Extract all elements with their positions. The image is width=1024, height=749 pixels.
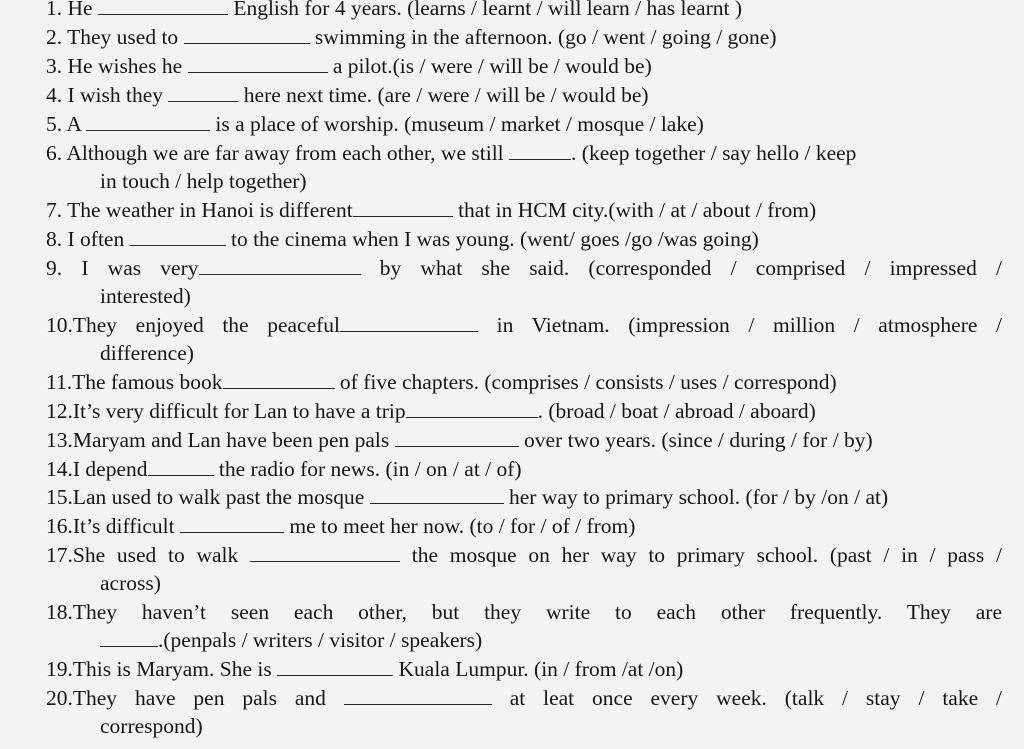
question-6 — [46, 139, 1002, 167]
q17-text-after: the mosque on her way to primary school. (past / in / pass / — [400, 543, 1002, 567]
q12-blank[interactable] — [406, 399, 538, 418]
question-1 — [46, 0, 1002, 22]
q11-blank[interactable] — [223, 370, 335, 389]
q16-blank[interactable] — [180, 514, 284, 533]
q7-text-before: 7. The weather in Hanoi is different — [46, 198, 353, 222]
question-4 — [46, 81, 1002, 109]
q8-blank[interactable] — [130, 227, 226, 246]
q13-text-after: over two years. (since / during / for / by) — [518, 428, 873, 452]
q15-text-before: 15.Lan used to walk past the mosque — [46, 485, 370, 509]
q17-text-before: 17.She used to walk — [46, 543, 250, 567]
q11-text-before: 11.The famous book — [46, 370, 223, 394]
q9-text-before: 9. I was very — [46, 256, 199, 280]
q4-blank[interactable] — [168, 83, 238, 102]
q4-text-after: here next time. (are / were / will be / would be) — [238, 83, 649, 107]
q19-text-before: 19.This is Maryam. She is — [46, 657, 278, 681]
question-7 — [46, 196, 1002, 224]
question-20 — [46, 684, 1002, 712]
question-18: 18.They haven’t seen each other, but they write to each other frequently. They are — [46, 600, 1002, 624]
question-12 — [46, 397, 1002, 425]
question-3 — [46, 52, 1002, 80]
q6-blank[interactable] — [509, 141, 571, 160]
q14-text-after: the radio for news. (in / on / at / of) — [213, 457, 522, 481]
question-9 — [46, 254, 1002, 282]
q5-text-before: 5. A — [46, 112, 87, 136]
q2-text-after: swimming in the afternoon. (go / went / going / gone) — [309, 25, 777, 49]
question-17 — [46, 541, 1002, 569]
q8-text-before: 8. I often — [46, 227, 130, 251]
q7-blank[interactable] — [353, 198, 453, 217]
q12-text-before: 12.It’s very difficult for Lan to have a trip — [46, 399, 406, 423]
q3-text-after: a pilot.(is / were / will be / would be) — [327, 54, 652, 78]
q2-blank[interactable] — [184, 25, 310, 44]
question-10 — [46, 311, 1002, 339]
q14-blank[interactable] — [148, 457, 214, 476]
q2-text-before: 2. They used to — [46, 25, 184, 49]
q5-blank[interactable] — [86, 112, 210, 131]
q11-text-after: of five chapters. (comprises / consists / uses / correspond) — [334, 370, 837, 394]
q18-text-after: .(penpals / writers / visitor / speakers) — [158, 628, 483, 652]
q9-text-after: by what she said. (corresponded / comprised / impressed / — [360, 256, 1002, 280]
q1-blank[interactable] — [98, 0, 228, 15]
q20-blank[interactable] — [344, 686, 492, 705]
q6-text-before: 6. Although we are far away from each other, we still — [46, 141, 510, 165]
q13-text-before: 13.Maryam and Lan have been pen pals — [46, 428, 395, 452]
q17-blank[interactable] — [250, 543, 400, 562]
question-15 — [46, 483, 1002, 511]
q15-text-after: her way to primary school. (for / by /on / at) — [503, 485, 889, 509]
question-14 — [46, 455, 1002, 483]
question-16 — [46, 512, 1002, 540]
q1-text-before: 1. He — [46, 0, 98, 20]
q7-text-after: that in HCM city.(with / at / about / from) — [452, 198, 817, 222]
question-8 — [46, 225, 1002, 253]
q8-text-after: to the cinema when I was young. (went/ goes /go /was going) — [225, 227, 759, 251]
question-13 — [46, 426, 1002, 454]
q16-text-after: me to meet her now. (to / for / of / from) — [283, 514, 636, 538]
q6-text-after: . (keep together / say hello / keep — [571, 141, 857, 165]
question-11 — [46, 368, 1002, 396]
q19-blank[interactable] — [277, 657, 393, 676]
question-9-continued: interested) — [100, 284, 191, 308]
q20-text-after: at leat once every week. (talk / stay / take / — [491, 686, 1002, 710]
q20-text-before: 20.They have pen pals and — [46, 686, 344, 710]
q10-text-after: in Vietnam. (impression / million / atmosphere / — [478, 313, 1002, 337]
q3-blank[interactable] — [188, 54, 328, 73]
question-18-continued — [100, 626, 1002, 654]
question-2 — [46, 23, 1002, 51]
question-19 — [46, 655, 1002, 683]
q14-text-before: 14.I depend — [46, 457, 148, 481]
question-5 — [46, 110, 1002, 138]
q10-text-before: 10.They enjoyed the peaceful — [46, 313, 341, 337]
q1-text-after: English for 4 years. (learns / learnt / will learn / has learnt ) — [227, 0, 742, 20]
q18-blank[interactable] — [100, 628, 158, 647]
q12-text-after: . (broad / boat / abroad / aboard) — [537, 399, 816, 423]
q4-text-before: 4. I wish they — [46, 83, 169, 107]
q9-blank[interactable] — [199, 256, 361, 275]
q13-blank[interactable] — [395, 428, 519, 447]
q16-text-before: 16.It’s difficult — [46, 514, 180, 538]
question-17-continued: across) — [100, 571, 161, 595]
q10-blank[interactable] — [340, 313, 478, 332]
q3-text-before: 3. He wishes he — [46, 54, 188, 78]
q15-blank[interactable] — [370, 485, 504, 504]
question-10-continued: difference) — [100, 341, 194, 365]
q5-text-after: is a place of worship. (museum / market / mosque / lake) — [210, 112, 704, 136]
q19-text-after: Kuala Lumpur. (in / from /at /on) — [393, 657, 684, 681]
question-20-continued: correspond) — [100, 714, 203, 738]
question-6-continued: in touch / help together) — [100, 169, 307, 193]
